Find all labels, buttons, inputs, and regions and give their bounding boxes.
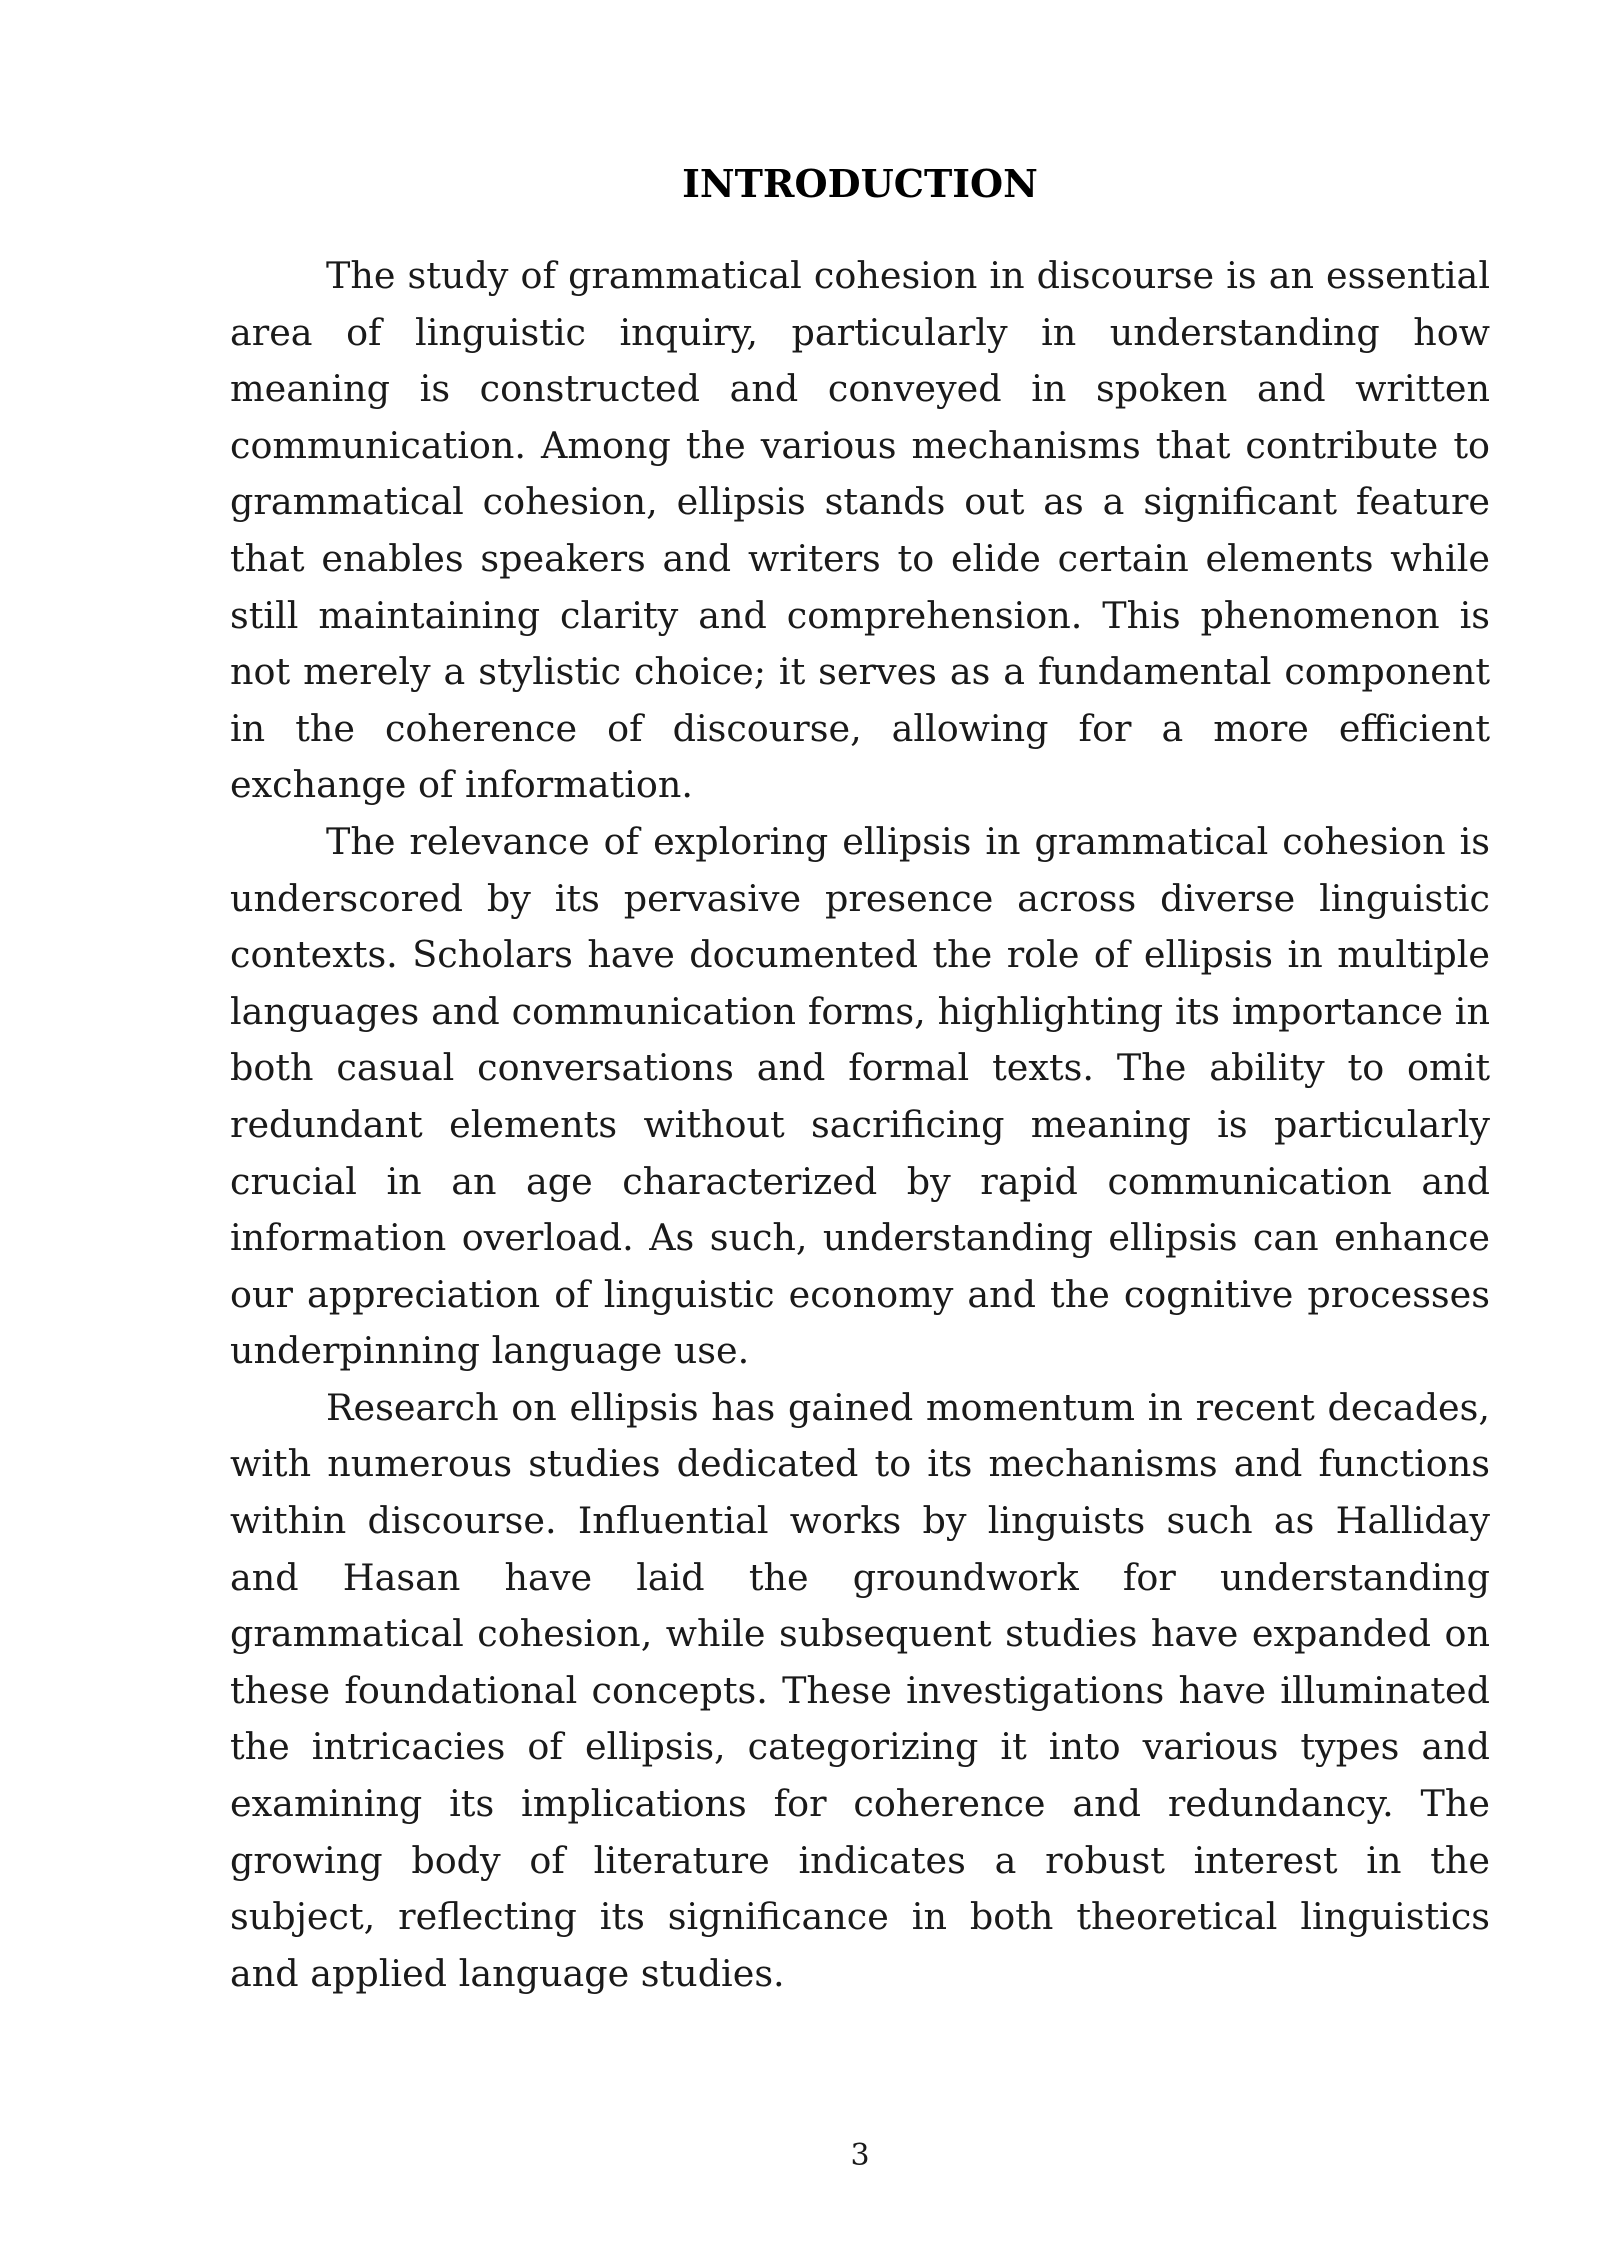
paragraph-3: Research on ellipsis has gained momentum in recent decades, with numerous studies dedicated to its mechanisms and functions within discourse. Influential works by linguists such as Halliday and Hasan have laid the groundwork for understanding grammatical cohesion, while subsequent studies have expanded on these foundational concepts. These investigations have illuminated the intricacies of ellipsis, categorizing it into various types and examining its implications for coherence and redundancy. The growing body of literature indicates a robust interest in the subject, reflecting its significance in both theoretical linguistics and applied language studies.	[230, 1385, 1490, 1995]
body-text	[230, 248, 1490, 2002]
page-title: INTRODUCTION	[682, 161, 1038, 206]
paragraph-1: The study of grammatical cohesion in discourse is an essential area of linguistic inquiry, particularly in understanding how meaning is constructed and conveyed in spoken and written communication. Among the various mechanisms that contribute to grammatical cohesion, ellipsis stands out as a significant feature that enables speakers and writers to elide certain elements while still maintaining clarity and comprehension. This phenomenon is not merely a stylistic choice; it serves as a fundamental component in the coherence of discourse, allowing for a more efficient exchange of information.	[230, 254, 1490, 807]
page-number: 3	[850, 2138, 870, 2173]
paragraph-2: The relevance of exploring ellipsis in grammatical cohesion is underscored by its pervasive presence across diverse linguistic contexts. Scholars have documented the role of ellipsis in multiple languages and communication forms, highlighting its importance in both casual conversations and formal texts. The ability to omit redundant elements without sacrificing meaning is particularly crucial in an age characterized by rapid communication and information overload. As such, understanding ellipsis can enhance our appreciation of linguistic economy and the cognitive processes underpinning language use.	[230, 819, 1490, 1373]
